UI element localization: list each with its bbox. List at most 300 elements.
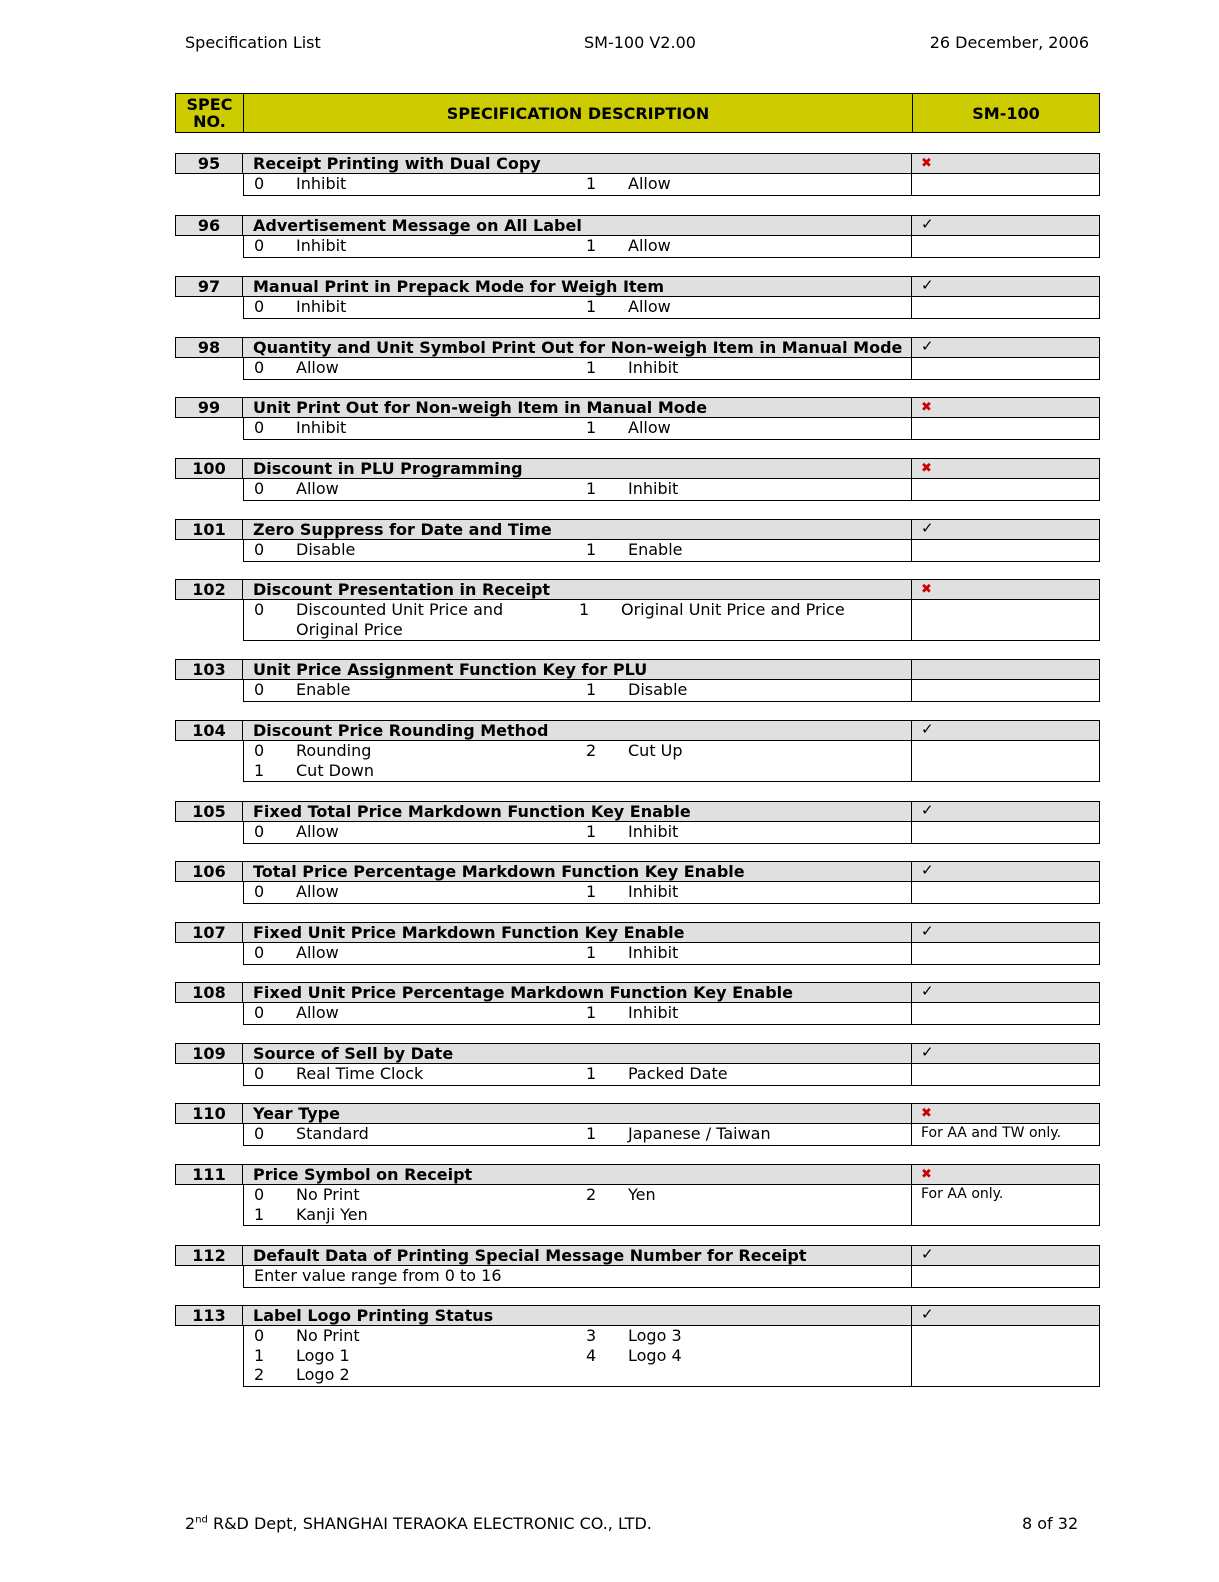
spec-note bbox=[912, 680, 1100, 702]
option-code: 0 bbox=[254, 358, 265, 377]
option-item bbox=[254, 1346, 586, 1366]
option-row bbox=[254, 540, 911, 560]
option-row bbox=[254, 1064, 911, 1084]
option-item bbox=[586, 1124, 918, 1144]
spec-entry bbox=[175, 579, 1100, 641]
spec-body-row bbox=[243, 1003, 1100, 1025]
option-label: Allow bbox=[628, 418, 671, 437]
option-code: 0 bbox=[254, 540, 265, 559]
spec-options bbox=[243, 882, 912, 904]
option-item bbox=[254, 600, 579, 639]
spec-body-row bbox=[243, 1124, 1100, 1146]
option-code: 1 bbox=[579, 600, 590, 619]
spec-note bbox=[912, 822, 1100, 844]
spec-options bbox=[243, 1185, 912, 1226]
spec-body-row bbox=[243, 1326, 1100, 1387]
spec-entry bbox=[175, 861, 1100, 904]
spec-body-row bbox=[243, 882, 1100, 904]
option-label: Logo 2 bbox=[296, 1365, 350, 1384]
option-item bbox=[254, 540, 586, 560]
option-item bbox=[254, 761, 588, 781]
spec-title: Fixed Unit Price Percentage Markdown Function Key Enable bbox=[243, 982, 912, 1003]
spec-sm100-status bbox=[912, 276, 1100, 297]
option-label: No Print bbox=[296, 1185, 360, 1204]
option-code: 0 bbox=[254, 1003, 265, 1022]
spec-title: Source of Sell by Date bbox=[243, 1043, 912, 1064]
option-code: 1 bbox=[586, 236, 597, 255]
spec-range-text: Enter value range from 0 to 16 bbox=[254, 1266, 502, 1285]
cross-icon: ✖ bbox=[921, 461, 932, 476]
spec-note: For AA and TW only. bbox=[912, 1124, 1100, 1146]
option-row bbox=[254, 1185, 911, 1205]
spec-header-row bbox=[175, 720, 1100, 741]
option-label: No Print bbox=[296, 1326, 360, 1345]
option-code: 0 bbox=[254, 943, 265, 962]
option-code: 0 bbox=[254, 600, 265, 619]
spec-header-row bbox=[175, 579, 1100, 600]
spec-sm100-status bbox=[912, 337, 1100, 358]
option-item bbox=[586, 1326, 918, 1346]
spec-header-row bbox=[175, 519, 1100, 540]
option-code: 1 bbox=[586, 540, 597, 559]
spec-note bbox=[912, 882, 1100, 904]
spec-sm100-status bbox=[912, 519, 1100, 540]
option-label: Rounding bbox=[296, 741, 372, 760]
spec-body-row bbox=[243, 418, 1100, 440]
spec-entry bbox=[175, 153, 1100, 196]
spec-sm100-status bbox=[912, 720, 1100, 741]
spec-body-row bbox=[243, 358, 1100, 380]
option-item bbox=[586, 1003, 918, 1023]
spec-header-row bbox=[175, 215, 1100, 236]
spec-entry bbox=[175, 397, 1100, 440]
option-item bbox=[254, 1185, 586, 1205]
spec-sm100-status bbox=[912, 1043, 1100, 1064]
option-item bbox=[254, 358, 586, 378]
spec-body-row bbox=[243, 540, 1100, 562]
option-row bbox=[254, 1326, 911, 1346]
option-item bbox=[586, 358, 918, 378]
option-code: 1 bbox=[586, 174, 597, 193]
spec-header-row bbox=[175, 1164, 1100, 1185]
option-code: 0 bbox=[254, 822, 265, 841]
option-code: 1 bbox=[586, 358, 597, 377]
spec-number: 109 bbox=[175, 1043, 243, 1064]
option-item bbox=[586, 479, 918, 499]
option-label: Disable bbox=[296, 540, 356, 559]
option-item bbox=[254, 1003, 586, 1023]
spec-note bbox=[912, 236, 1100, 258]
option-label: Inhibit bbox=[628, 479, 679, 498]
option-code: 3 bbox=[586, 1326, 597, 1345]
spec-options bbox=[243, 1003, 912, 1025]
option-label: Inhibit bbox=[628, 358, 679, 377]
option-label: Inhibit bbox=[628, 882, 679, 901]
spec-body-row bbox=[243, 1064, 1100, 1086]
spec-options bbox=[243, 1266, 912, 1288]
spec-note bbox=[912, 418, 1100, 440]
header-title: Specification List bbox=[185, 33, 321, 52]
option-code: 1 bbox=[586, 418, 597, 437]
spec-number: 100 bbox=[175, 458, 243, 479]
option-label: Packed Date bbox=[628, 1064, 728, 1083]
option-label: Allow bbox=[296, 943, 339, 962]
spec-body-row bbox=[243, 822, 1100, 844]
spec-number: 107 bbox=[175, 922, 243, 943]
footer-page-number: 8 of 32 bbox=[1022, 1514, 1079, 1533]
check-icon: ✓ bbox=[921, 276, 934, 294]
option-item bbox=[254, 174, 586, 194]
option-item bbox=[254, 882, 586, 902]
option-code: 2 bbox=[586, 1185, 597, 1204]
option-row bbox=[254, 1205, 911, 1225]
column-spec-no: SPEC NO. bbox=[176, 94, 244, 132]
option-code: 0 bbox=[254, 1185, 265, 1204]
spec-title: Receipt Printing with Dual Copy bbox=[243, 153, 912, 174]
check-icon: ✓ bbox=[921, 1245, 934, 1263]
spec-sm100-status bbox=[912, 801, 1100, 822]
option-code: 0 bbox=[254, 1064, 265, 1083]
footer-dept-ordinal: 2 bbox=[185, 1514, 196, 1533]
check-icon: ✓ bbox=[921, 922, 934, 940]
spec-options bbox=[243, 1326, 912, 1387]
spec-note: For AA only. bbox=[912, 1185, 1100, 1226]
option-code: 0 bbox=[254, 297, 265, 316]
option-label: Inhibit bbox=[628, 1003, 679, 1022]
spec-sm100-status bbox=[912, 458, 1100, 479]
option-label: Original Unit Price and Price bbox=[621, 600, 845, 619]
spec-number: 95 bbox=[175, 153, 243, 174]
option-row bbox=[254, 943, 911, 963]
spec-header-row bbox=[175, 801, 1100, 822]
option-code: 0 bbox=[254, 680, 265, 699]
spec-entry bbox=[175, 337, 1100, 380]
option-item bbox=[586, 297, 918, 317]
option-code: 1 bbox=[586, 1003, 597, 1022]
option-label: Allow bbox=[628, 174, 671, 193]
spec-header-row bbox=[175, 1245, 1100, 1266]
spec-sm100-status bbox=[912, 1305, 1100, 1326]
option-item bbox=[586, 882, 918, 902]
spec-sm100-status bbox=[912, 397, 1100, 418]
spec-title: Manual Print in Prepack Mode for Weigh Item bbox=[243, 276, 912, 297]
spec-number: 106 bbox=[175, 861, 243, 882]
spec-options bbox=[243, 741, 912, 782]
header-date: 26 December, 2006 bbox=[929, 33, 1089, 52]
column-model: SM-100 bbox=[972, 103, 1040, 123]
option-label: Disable bbox=[628, 680, 688, 699]
option-item bbox=[586, 1346, 918, 1366]
option-label: Real Time Clock bbox=[296, 1064, 424, 1083]
cross-icon: ✖ bbox=[921, 400, 932, 415]
footer-department bbox=[185, 1514, 652, 1533]
option-item bbox=[254, 943, 586, 963]
spec-options bbox=[243, 358, 912, 380]
spec-body-row bbox=[243, 943, 1100, 965]
option-item bbox=[586, 174, 918, 194]
option-label: Logo 4 bbox=[628, 1345, 682, 1365]
header-model-version: SM-100 V2.00 bbox=[584, 33, 696, 52]
spec-number: 108 bbox=[175, 982, 243, 1003]
option-item bbox=[254, 741, 586, 761]
spec-note bbox=[912, 1326, 1100, 1387]
spec-number: 112 bbox=[175, 1245, 243, 1266]
option-label: Logo 3 bbox=[628, 1326, 682, 1345]
option-row bbox=[254, 418, 911, 438]
check-icon: ✓ bbox=[921, 337, 934, 355]
option-label: Enable bbox=[628, 540, 683, 559]
option-row bbox=[254, 761, 911, 781]
option-code: 0 bbox=[254, 741, 265, 760]
check-icon: ✓ bbox=[921, 861, 934, 879]
spec-sm100-status bbox=[912, 861, 1100, 882]
spec-number: 103 bbox=[175, 659, 243, 680]
spec-header-row bbox=[175, 458, 1100, 479]
spec-number: 97 bbox=[175, 276, 243, 297]
spec-header-row bbox=[175, 861, 1100, 882]
spec-options bbox=[243, 174, 912, 196]
spec-entry bbox=[175, 1043, 1100, 1086]
spec-header-row bbox=[175, 397, 1100, 418]
spec-entry bbox=[175, 720, 1100, 782]
spec-sm100-status bbox=[912, 982, 1100, 1003]
option-item bbox=[254, 822, 586, 842]
option-label: Enable bbox=[296, 680, 351, 699]
spec-header-row bbox=[175, 659, 1100, 680]
spec-title: Fixed Unit Price Markdown Function Key Enable bbox=[243, 922, 912, 943]
spec-sm100-status bbox=[912, 659, 1100, 680]
option-label: Inhibit bbox=[628, 943, 679, 962]
check-icon: ✓ bbox=[921, 982, 934, 1000]
option-label: Logo 1 bbox=[296, 1345, 350, 1365]
spec-entry bbox=[175, 458, 1100, 501]
option-item bbox=[586, 418, 918, 438]
option-label: Inhibit bbox=[296, 418, 347, 437]
spec-header-row bbox=[175, 1043, 1100, 1064]
option-row bbox=[254, 297, 911, 317]
option-code: 2 bbox=[254, 1365, 265, 1384]
option-item bbox=[586, 741, 918, 761]
check-icon: ✓ bbox=[921, 519, 934, 537]
spec-note bbox=[912, 479, 1100, 501]
spec-sm100-status bbox=[912, 1245, 1100, 1266]
option-row bbox=[254, 1346, 911, 1366]
spec-entry bbox=[175, 1103, 1100, 1146]
option-code: 2 bbox=[586, 741, 597, 760]
spec-options bbox=[243, 600, 912, 641]
spec-options bbox=[243, 418, 912, 440]
option-row bbox=[254, 174, 911, 194]
option-label: Allow bbox=[296, 358, 339, 377]
cross-icon: ✖ bbox=[921, 582, 932, 597]
spec-sm100-status bbox=[912, 1103, 1100, 1124]
option-code: 0 bbox=[254, 174, 265, 193]
footer-dept-suffix: nd bbox=[195, 1514, 208, 1526]
spec-title: Zero Suppress for Date and Time bbox=[243, 519, 912, 540]
option-item bbox=[586, 1064, 918, 1084]
spec-options bbox=[243, 1064, 912, 1086]
spec-sm100-status bbox=[912, 579, 1100, 600]
check-icon: ✓ bbox=[921, 215, 934, 233]
option-label: Inhibit bbox=[296, 236, 347, 255]
spec-entry bbox=[175, 1305, 1100, 1387]
spec-title: Discount in PLU Programming bbox=[243, 458, 912, 479]
option-item bbox=[586, 236, 918, 256]
option-row bbox=[254, 358, 911, 378]
option-row bbox=[254, 680, 911, 700]
option-label: Allow bbox=[296, 882, 339, 901]
spec-entry bbox=[175, 215, 1100, 258]
spec-options bbox=[243, 297, 912, 319]
option-code: 1 bbox=[586, 1064, 597, 1083]
option-row bbox=[254, 882, 911, 902]
spec-body-row bbox=[243, 236, 1100, 258]
spec-entry bbox=[175, 801, 1100, 844]
spec-number: 113 bbox=[175, 1305, 243, 1326]
option-item bbox=[586, 540, 918, 560]
spec-body-row bbox=[243, 479, 1100, 501]
spec-body-row bbox=[243, 741, 1100, 782]
spec-sm100-status bbox=[912, 922, 1100, 943]
option-label: Inhibit bbox=[296, 174, 347, 193]
option-item bbox=[579, 600, 911, 639]
spec-number: 101 bbox=[175, 519, 243, 540]
option-label: Yen bbox=[628, 1185, 656, 1204]
spec-note bbox=[912, 174, 1100, 196]
option-code: 1 bbox=[254, 1204, 265, 1224]
spec-sm100-status bbox=[912, 215, 1100, 236]
cross-icon: ✖ bbox=[921, 1167, 932, 1182]
spec-title: Default Data of Printing Special Message Number for Receipt bbox=[243, 1245, 912, 1266]
option-code: 1 bbox=[586, 822, 597, 841]
spec-entry bbox=[175, 659, 1100, 702]
spec-title: Quantity and Unit Symbol Print Out for Non-weigh Item in Manual Mode bbox=[243, 337, 912, 358]
option-item bbox=[586, 943, 918, 963]
option-row bbox=[254, 479, 911, 499]
spec-title: Advertisement Message on All Label bbox=[243, 215, 912, 236]
option-code: 0 bbox=[254, 882, 265, 901]
option-row bbox=[254, 822, 911, 842]
spec-options bbox=[243, 540, 912, 562]
option-label: Cut Up bbox=[628, 741, 683, 760]
spec-note bbox=[912, 1266, 1100, 1288]
option-label: Kanji Yen bbox=[296, 1204, 368, 1224]
spec-header-row bbox=[175, 1103, 1100, 1124]
spec-number: 110 bbox=[175, 1103, 243, 1124]
spec-body-row bbox=[243, 297, 1100, 319]
spec-number: 105 bbox=[175, 801, 243, 822]
spec-sm100-status bbox=[912, 153, 1100, 174]
spec-title: Price Symbol on Receipt bbox=[243, 1164, 912, 1185]
option-item bbox=[254, 1124, 586, 1144]
option-code: 1 bbox=[254, 1345, 265, 1365]
check-icon: ✓ bbox=[921, 720, 934, 738]
spec-body-row bbox=[243, 174, 1100, 196]
spec-title: Label Logo Printing Status bbox=[243, 1305, 912, 1326]
option-code: 1 bbox=[586, 680, 597, 699]
option-label: Allow bbox=[296, 1003, 339, 1022]
option-item bbox=[254, 297, 586, 317]
spec-number: 111 bbox=[175, 1164, 243, 1185]
spec-entry bbox=[175, 1245, 1100, 1288]
check-icon: ✓ bbox=[921, 801, 934, 819]
spec-title: Unit Print Out for Non-weigh Item in Manual Mode bbox=[243, 397, 912, 418]
spec-header-row bbox=[175, 337, 1100, 358]
spec-note bbox=[912, 943, 1100, 965]
option-item bbox=[586, 1185, 918, 1205]
column-description: SPECIFICATION DESCRIPTION bbox=[244, 94, 913, 132]
spec-body-row bbox=[243, 680, 1100, 702]
spec-title: Unit Price Assignment Function Key for PLU bbox=[243, 659, 912, 680]
option-code: 0 bbox=[254, 1124, 265, 1143]
option-code: 4 bbox=[586, 1345, 597, 1365]
spec-entry bbox=[175, 922, 1100, 965]
spec-note bbox=[912, 297, 1100, 319]
spec-title: Discount Price Rounding Method bbox=[243, 720, 912, 741]
spec-number: 104 bbox=[175, 720, 243, 741]
cross-icon: ✖ bbox=[921, 156, 932, 171]
spec-body-row bbox=[243, 600, 1100, 641]
spec-header-row bbox=[175, 153, 1100, 174]
option-label: Allow bbox=[296, 822, 339, 841]
spec-body-row bbox=[243, 1266, 1100, 1288]
spec-title: Total Price Percentage Markdown Function Key Enable bbox=[243, 861, 912, 882]
spec-options bbox=[243, 236, 912, 258]
table-column-header bbox=[175, 93, 1100, 133]
option-code: 1 bbox=[586, 479, 597, 498]
option-label: Discounted Unit Price and Original Price bbox=[296, 600, 504, 639]
spec-sm100-status bbox=[912, 1164, 1100, 1185]
spec-number: 98 bbox=[175, 337, 243, 358]
cross-icon: ✖ bbox=[921, 1106, 932, 1121]
spec-note bbox=[912, 358, 1100, 380]
option-item bbox=[254, 236, 586, 256]
option-item bbox=[586, 680, 918, 700]
spec-entry bbox=[175, 1164, 1100, 1226]
spec-options bbox=[243, 822, 912, 844]
option-item bbox=[254, 1064, 586, 1084]
option-item bbox=[254, 680, 586, 700]
spec-note bbox=[912, 600, 1100, 641]
option-row bbox=[254, 600, 911, 639]
spec-number: 99 bbox=[175, 397, 243, 418]
footer-dept-name: R&D Dept, SHANGHAI TERAOKA ELECTRONIC CO., LTD. bbox=[207, 1514, 652, 1533]
option-item bbox=[254, 1326, 586, 1346]
spec-entry bbox=[175, 982, 1100, 1025]
option-row bbox=[254, 741, 911, 761]
spec-note bbox=[912, 1064, 1100, 1086]
spec-number: 102 bbox=[175, 579, 243, 600]
option-code: 1 bbox=[586, 882, 597, 901]
option-code: 0 bbox=[254, 236, 265, 255]
option-row bbox=[254, 236, 911, 256]
spec-note bbox=[912, 1003, 1100, 1025]
option-code: 1 bbox=[586, 1124, 597, 1143]
option-code: 0 bbox=[254, 418, 265, 437]
spec-note bbox=[912, 540, 1100, 562]
spec-header-row bbox=[175, 276, 1100, 297]
spec-entry bbox=[175, 519, 1100, 562]
option-label: Standard bbox=[296, 1124, 369, 1143]
option-item bbox=[254, 1365, 588, 1385]
spec-entry bbox=[175, 276, 1100, 319]
spec-header-row bbox=[175, 922, 1100, 943]
option-code: 1 bbox=[586, 943, 597, 962]
spec-body-row bbox=[243, 1185, 1100, 1226]
option-label: Japanese / Taiwan bbox=[628, 1124, 771, 1143]
option-code: 1 bbox=[586, 297, 597, 316]
option-code: 0 bbox=[254, 1326, 265, 1345]
